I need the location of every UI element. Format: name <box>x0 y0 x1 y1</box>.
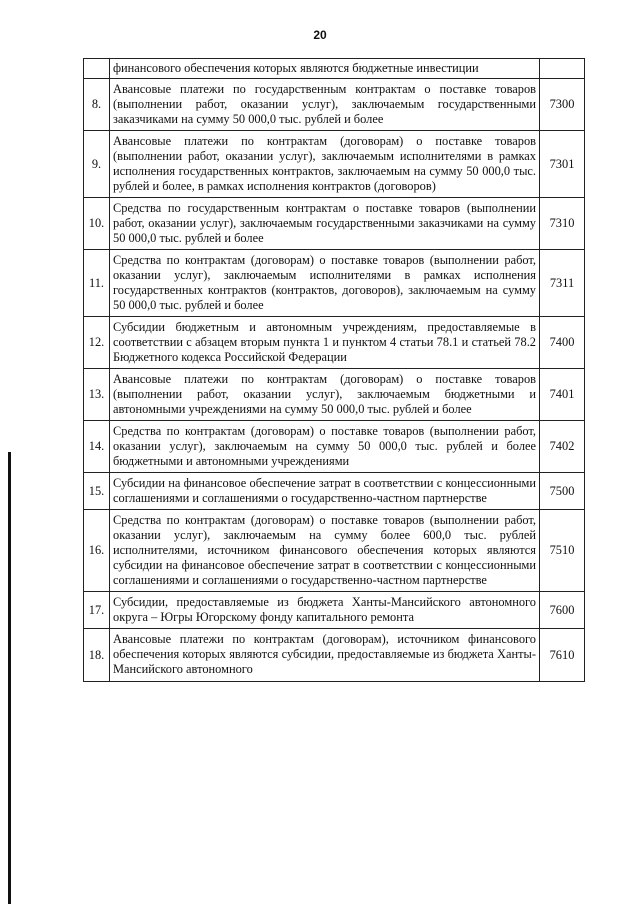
row-code: 7500 <box>540 473 585 510</box>
row-code: 7301 <box>540 131 585 198</box>
row-code: 7610 <box>540 629 585 682</box>
row-description: Средства по контрактам (договорам) о поставке товаров (выполнении работ, оказании услуг), заключаемым на сумму 50 000,0 тыс. рублей и более бюджетными и автономными учреждениями <box>110 421 540 473</box>
row-description: Авансовые платежи по контрактам (договорам) о поставке товаров (выполнении работ, оказании услуг), заключаемым бюджетными и автономными учреждениями на сумму 50 000,0 тыс. рублей и более <box>110 369 540 421</box>
row-code: 7401 <box>540 369 585 421</box>
margin-mark <box>8 452 11 904</box>
table-row <box>84 79 585 131</box>
row-code: 7600 <box>540 592 585 629</box>
row-code <box>540 59 585 79</box>
table-row <box>84 59 585 79</box>
table-row <box>84 317 585 369</box>
row-description: Авансовые платежи по государственным контрактам о поставке товаров (выполнении работ, оказании услуг), заключаемым государственными заказчиками на сумму 50 000,0 тыс. рублей и более <box>110 79 540 131</box>
row-description: Авансовые платежи по контрактам (договорам), источником финансового обеспечения которых являются субсидии, предоставляемые из бюджета Ханты-Мансийского автономного <box>110 629 540 682</box>
row-code: 7402 <box>540 421 585 473</box>
row-code: 7510 <box>540 510 585 592</box>
table-row <box>84 473 585 510</box>
table-row <box>84 131 585 198</box>
table-row <box>84 421 585 473</box>
row-code: 7300 <box>540 79 585 131</box>
row-description: Субсидии, предоставляемые из бюджета Ханты-Мансийского автономного округа – Югры Югорскому фонду капитального ремонта <box>110 592 540 629</box>
table-row <box>84 198 585 250</box>
codes-table-container <box>83 58 585 682</box>
row-number: 15. <box>84 473 110 510</box>
row-number: 17. <box>84 592 110 629</box>
row-number: 12. <box>84 317 110 369</box>
row-description: Средства по государственным контрактам о поставке товаров (выполнении работ, оказании услуг), заключаемым государственными заказчиками на сумму 50 000,0 тыс. рублей и более <box>110 198 540 250</box>
table-row <box>84 592 585 629</box>
row-number <box>84 59 110 79</box>
row-description: Субсидии бюджетным и автономным учреждениям, предоставляемые в соответствии с абзацем вторым пункта 1 и пунктом 4 статьи 78.1 и статьей 78.2 Бюджетного кодекса Российской Федерации <box>110 317 540 369</box>
table-row <box>84 369 585 421</box>
row-number: 16. <box>84 510 110 592</box>
row-number: 14. <box>84 421 110 473</box>
codes-table <box>83 58 585 682</box>
page-number: 20 <box>313 28 327 42</box>
table-row <box>84 510 585 592</box>
row-number: 18. <box>84 629 110 682</box>
row-number: 10. <box>84 198 110 250</box>
row-description: Средства по контрактам (договорам) о поставке товаров (выполнении работ, оказании услуг), заключаемым на сумму более 600,0 тыс. рублей исполнителями, источником финансового обеспечения которых являются субсидии на финансовое обеспечение затрат в соответствии с концессионными соглашениями и соглашениями о государственно-частном партнерстве <box>110 510 540 592</box>
row-number: 8. <box>84 79 110 131</box>
row-number: 9. <box>84 131 110 198</box>
row-code: 7311 <box>540 250 585 317</box>
row-description: Субсидии на финансовое обеспечение затрат в соответствии с концессионными соглашениями и соглашениями о государственно-частном партнерстве <box>110 473 540 510</box>
row-description: Средства по контрактам (договорам) о поставке товаров (выполнении работ, оказании услуг), заключаемым исполнителями в рамках исполнения государственных контрактов (контрактов, договоров), заключаемым на сумму 50 000,0 тыс. рублей и более <box>110 250 540 317</box>
codes-table-body <box>84 59 585 682</box>
row-number: 11. <box>84 250 110 317</box>
row-code: 7400 <box>540 317 585 369</box>
table-row <box>84 250 585 317</box>
row-description: Авансовые платежи по контрактам (договорам) о поставке товаров (выполнении работ, оказании услуг), заключаемым исполнителями в рамках исполнения государственных контрактов, заключаемым на сумму 50 000,0 тыс. рублей и более, в рамках исполнения контрактов (договоров) <box>110 131 540 198</box>
row-number: 13. <box>84 369 110 421</box>
row-code: 7310 <box>540 198 585 250</box>
row-description: финансового обеспечения которых являются бюджетные инвестиции <box>110 59 540 79</box>
table-row <box>84 629 585 682</box>
